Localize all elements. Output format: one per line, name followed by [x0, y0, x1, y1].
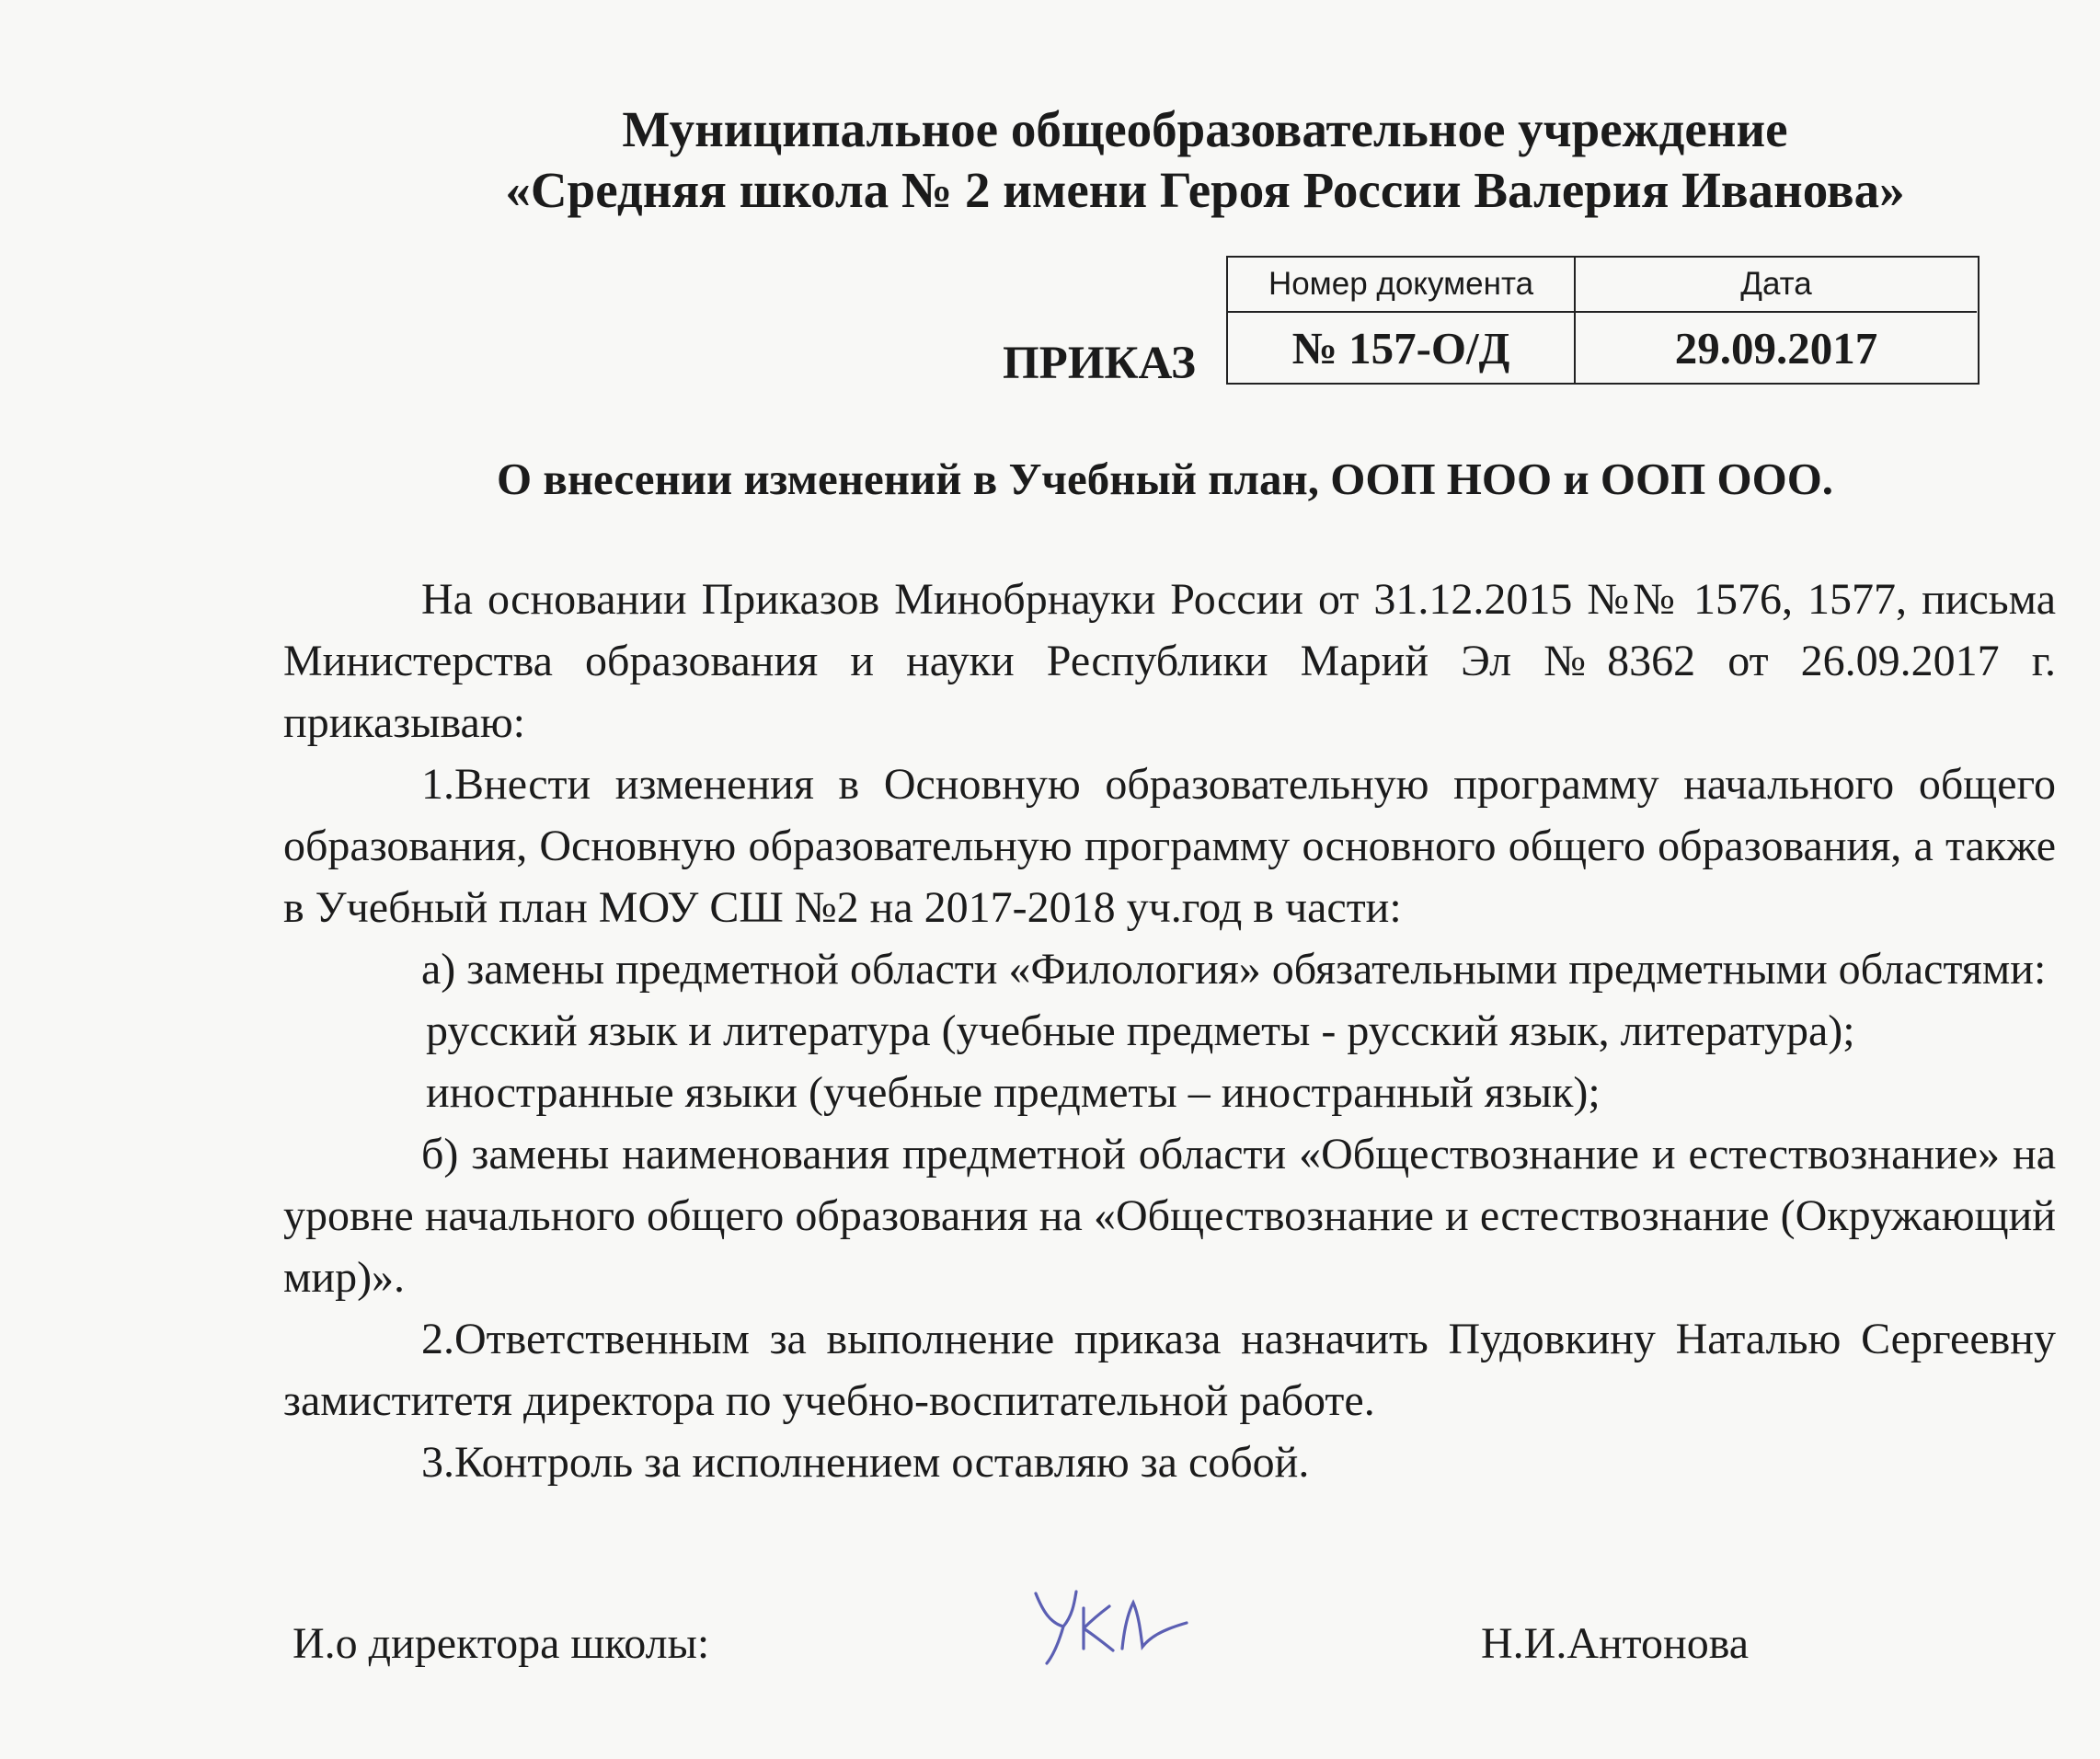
item-1a: а) замены предметной области «Филология» обязательными предметными областями:	[421, 945, 2047, 994]
document-number-label: Номер документа	[1228, 258, 1574, 313]
document-number-value: № 157-О/Д	[1291, 323, 1510, 374]
signature	[1023, 1575, 1207, 1676]
document-date-column	[1576, 258, 1977, 383]
institution-name: Муниципальное общеобразовательное учреждение	[622, 101, 1788, 157]
item-1a-line-2: иностранные языки (учебные предметы – иностранный язык);	[426, 1068, 1601, 1117]
order-subject: О внесении изменений в Учебный план, ООП НОО и ООП ООО.	[497, 454, 1834, 504]
signer-title: И.о директора школы:	[293, 1619, 710, 1668]
item-1: 1.Внести изменения в Основную образовательную программу начального общего образования, Основную образовательную программу основного общего образования, а также в Учебный план МОУ СШ №2 на 2017-2018 уч.год в части:	[283, 760, 2056, 932]
order-title: ПРИКАЗ	[1003, 338, 1196, 389]
item-1b: б) замены наименования предметной области «Обществознание и естествознание» на уровне начального общего образования на «Обществознание и естествознание (Окружающий мир)».	[283, 1130, 2056, 1302]
document-number-column	[1228, 258, 1576, 383]
item-2: 2.Ответственным за выполнение приказа назначить Пудовкину Наталью Сергеевну замиститетя директора по учебно-воспитательной работе.	[283, 1315, 2056, 1425]
signer-name: Н.И.Антонова	[1481, 1619, 1750, 1668]
document-date-label: Дата	[1576, 258, 1977, 313]
item-3: 3.Контроль за исполнением оставляю за собой.	[421, 1438, 1310, 1487]
item-1a-line-1: русский язык и литература (учебные предметы - русский язык, литература);	[426, 1006, 1855, 1055]
intro-paragraph: На основании Приказов Минобрнауки России от 31.12.2015 №№ 1576, 1577, письма Министерства образования и науки Республики Марий Эл №8362 от 26.09.2017 г. приказываю:	[283, 575, 2056, 747]
school-name: «Средняя школа № 2 имени Героя России Валерия Иванова»	[505, 162, 1905, 218]
order-body	[283, 569, 2056, 1493]
document-date-value: 29.09.2017	[1674, 323, 1878, 374]
document-number-date-table	[1226, 256, 1980, 385]
